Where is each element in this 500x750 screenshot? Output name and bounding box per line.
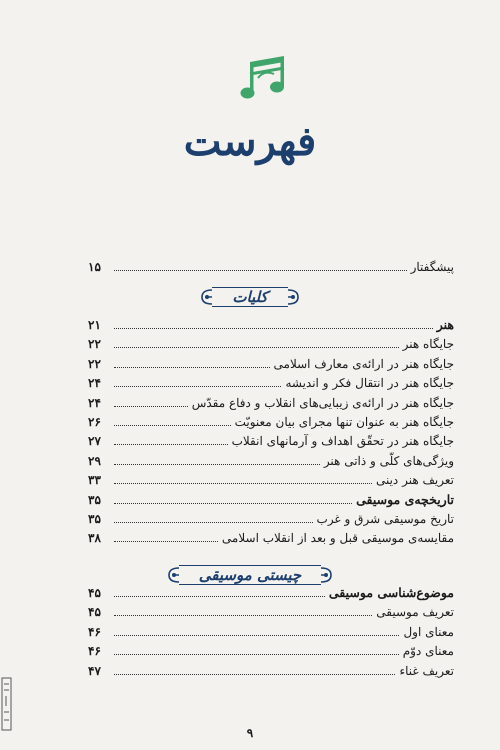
toc-entry (88, 428, 454, 448)
toc-entry (88, 487, 454, 507)
toc-entry-page: ۲۴ (88, 395, 101, 410)
toc-entry-title: معنای اول (403, 624, 454, 639)
toc-entry-page: ۲۹ (88, 453, 101, 468)
toc-entry (88, 331, 454, 351)
dot-leader (114, 596, 325, 597)
toc-entry (88, 351, 454, 371)
toc-entry (88, 390, 454, 410)
toc-entry-title: جایگاه هنر در ارائه‌ی معارف اسلامی (273, 356, 454, 371)
dot-leader (114, 541, 218, 542)
dot-leader (114, 425, 231, 426)
toc-entry-title: جایگاه هنر در تحقّق اهداف و آرمانهای انقلاب (231, 434, 454, 449)
toc-entry-page: ۳۵ (88, 492, 101, 507)
toc-entry-title: تعریف موسیقی (376, 605, 454, 620)
toc-entry (88, 580, 454, 600)
dot-leader (114, 270, 407, 271)
page-title: فهرست (183, 118, 317, 165)
toc-entry-title: مقایسه‌ی موسیقی قبل و بعد از انقلاب اسلامی (221, 531, 454, 546)
toc-entry-page: ۳۵ (88, 512, 101, 526)
toc-entry-title: ویژگی‌های کلّی و ذاتی هنر (323, 453, 454, 468)
toc-entry-title: تاریخچه‌ی موسیقی (356, 491, 454, 507)
dot-leader (114, 464, 320, 465)
toc-entry (88, 254, 454, 274)
toc-entry-page: ۲۲ (88, 356, 101, 371)
toc-entry-page: ۲۲ (88, 337, 101, 352)
toc-entry (88, 409, 454, 429)
toc-entry (88, 448, 454, 468)
publisher-side-mark (0, 676, 14, 732)
toc-entry (88, 619, 454, 639)
toc-entry-title: جایگاه هنر (402, 337, 454, 352)
toc-entry (88, 467, 454, 487)
toc-entry-page: ۲۱ (88, 318, 101, 332)
dot-leader (114, 503, 352, 504)
toc-entry-page: ۴۵ (88, 586, 101, 600)
toc-entry (88, 312, 454, 332)
dot-leader (114, 444, 228, 445)
toc-entry-page: ۴۶ (88, 644, 101, 659)
ornament-left-icon (198, 288, 214, 306)
toc-entry-title: تاریخ موسیقی شرق و غرب (316, 512, 454, 526)
toc-entry-title: هنر (436, 317, 454, 332)
toc-entry-page: ۴۷ (88, 663, 101, 678)
toc-entry (88, 638, 454, 658)
table-of-contents (88, 0, 454, 750)
toc-entry-title: تعریف غناء (399, 663, 454, 678)
toc-entry-page: ۳۸ (88, 531, 101, 546)
dot-leader (114, 347, 399, 348)
toc-entry-page: ۴۶ (88, 624, 101, 639)
toc-entry-title: جایگاه هنر در انتقال فکر و اندیشه (285, 376, 454, 391)
dot-leader (114, 406, 188, 407)
toc-entry (88, 658, 454, 678)
ornament-right-icon (286, 288, 302, 306)
toc-entry (88, 525, 454, 545)
dot-leader (114, 386, 281, 387)
section-banner (0, 282, 500, 312)
dot-leader (114, 522, 313, 523)
section-banner-title: چیستی موسیقی (198, 566, 302, 584)
toc-entry-title: موضوع‌شناسی موسیقی (328, 585, 454, 600)
toc-entry-page: ۲۴ (88, 376, 101, 391)
dot-leader (114, 328, 433, 329)
toc-entry-page: ۳۳ (88, 473, 101, 488)
dot-leader (114, 367, 270, 368)
dot-leader (114, 483, 372, 484)
page-number: ۹ (246, 726, 254, 740)
toc-entry-title: جایگاه هنر به عنوان تنها مجرای بیان معنویّت (234, 415, 454, 429)
toc-entry-page: ۴۵ (88, 605, 101, 620)
toc-entry-page: ۲۶ (88, 415, 101, 429)
toc-entry-page: ۲۷ (88, 434, 101, 449)
section-banner-title: کلیات (232, 288, 268, 306)
dot-leader (114, 615, 372, 616)
toc-entry-title: جایگاه هنر در ارائه‌ی زیبایی‌های انقلاب و دفاع مقدّس (191, 395, 454, 410)
toc-entry-title: پیشگفتار (410, 260, 454, 274)
dot-leader (114, 654, 399, 655)
dot-leader (114, 635, 399, 636)
toc-entry-title: تعریف هنر دینی (375, 473, 454, 488)
toc-entry (88, 370, 454, 390)
toc-entry (88, 506, 454, 526)
dot-leader (114, 674, 395, 675)
toc-entry-title: معنای دوّم (402, 644, 454, 659)
toc-entry-page: ۱۵ (88, 260, 101, 274)
toc-entry (88, 599, 454, 619)
